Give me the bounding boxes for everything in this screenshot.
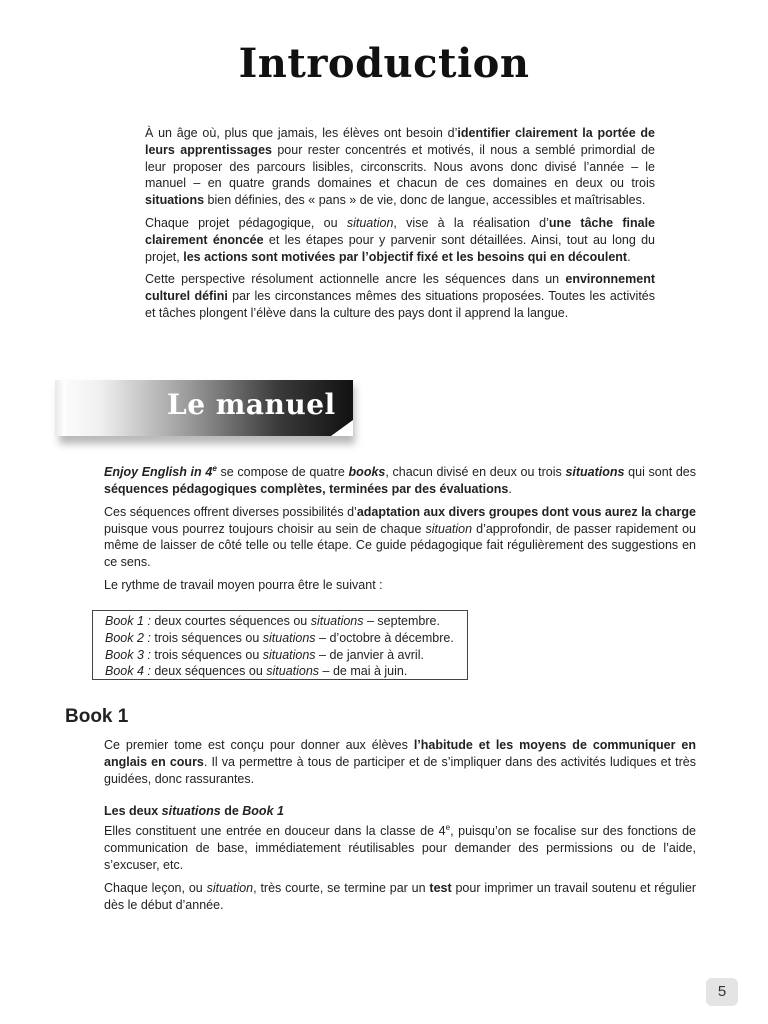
- text-run: situations: [266, 664, 320, 679]
- text-run: , vise à la réalisation d’: [393, 215, 549, 230]
- text-run: Book 1: [242, 804, 284, 819]
- text-run: . Il va permettre à tous de participer et de s’impliquer dans des activités ludiques et très guidées, donc rassurantes.: [104, 754, 696, 786]
- text-run: Les deux: [104, 804, 162, 819]
- text-run: deux séquences ou: [150, 664, 267, 679]
- schedule-box: [92, 610, 468, 680]
- text-run: situation: [206, 880, 254, 895]
- text-run: Book 4 :: [105, 664, 151, 679]
- text-run: Book 1 :: [105, 614, 151, 628]
- intro-paragraph-3: [145, 271, 655, 321]
- text-run: situations: [310, 614, 364, 628]
- intro-paragraph-1: [145, 125, 655, 209]
- text-run: À un âge où, plus que jamais, les élèves ont besoin d’: [145, 126, 458, 140]
- text-run: identifier clairement la portée de leurs apprentissages: [145, 126, 656, 157]
- text-run: situations: [161, 804, 221, 819]
- text-run: Chaque leçon, ou: [104, 880, 207, 895]
- text-run: bien définies, des « pans » de vie, donc de langue, accessibles et maîtrisables.: [204, 193, 646, 208]
- book1-paragraph-2: [104, 820, 696, 874]
- manuel-paragraph-1: [104, 461, 696, 498]
- book1-heading: Book 1: [65, 706, 129, 727]
- text-run: – septembre.: [363, 614, 440, 628]
- book1-paragraph-1: [104, 737, 696, 787]
- intro-section: [145, 125, 655, 328]
- text-run: Book 3 :: [105, 647, 151, 662]
- text-run: Book 2 :: [105, 630, 151, 645]
- page-title: Introduction: [238, 40, 530, 87]
- text-run: Chaque projet pédagogique, ou: [145, 215, 347, 230]
- manuel-paragraph-2: [104, 504, 696, 571]
- schedule-line-book-1: [105, 613, 455, 630]
- text-run: situations: [262, 647, 316, 662]
- section-banner: [55, 380, 355, 442]
- text-run: Ces séquences offrent diverses possibilités d’: [104, 504, 357, 519]
- text-run: situations: [565, 465, 625, 480]
- schedule-line-book-4: [105, 663, 455, 680]
- text-run: e: [445, 823, 451, 833]
- book1-section: [104, 737, 696, 919]
- text-run: situations: [262, 630, 316, 645]
- text-run: puisque vous pourrez toujours choisir au sein de chaque: [104, 521, 426, 536]
- text-run: se compose de quatre: [216, 465, 349, 480]
- intro-paragraph-2: [145, 215, 655, 265]
- text-run: et les étapes pour y parvenir sont détaillées. Ainsi, tout au long du projet,: [145, 232, 656, 264]
- text-run: .: [627, 249, 631, 264]
- text-run: une tâche finale clairement énoncée: [145, 215, 656, 247]
- text-run: trois séquences ou: [150, 630, 263, 645]
- text-run: books: [348, 465, 386, 480]
- text-run: test: [429, 880, 452, 895]
- text-run: Cette perspective résolument actionnelle ancre les séquences dans un: [145, 272, 566, 287]
- text-run: trois séquences ou: [150, 647, 263, 662]
- text-run: pour imprimer un travail soutenu et régulier dès le début d’année.: [104, 880, 696, 912]
- text-run: adaptation aux divers groupes dont vous aurez la charge: [356, 504, 696, 519]
- text-run: .: [508, 481, 512, 496]
- text-run: pour rester concentrés et motivés, il nous a semblé primordial de leur proposer des parcours lisibles, circonscrits. Nous avons donc divisé l’année – le manuel – en quatre grands domaines et chacun de ces domaines en deux ou trois: [145, 142, 655, 191]
- text-run: les actions sont motivées par l’objectif fixé et les besoins qui en découlent: [183, 249, 628, 264]
- text-run: d’approfondir, de passer rapidement ou même de laisser de côté telle ou telle étape. Ce guide pédagogique fait régulièrement des suggestions en ce sens.: [104, 521, 696, 570]
- text-run: Le rythme de travail moyen pourra être le suivant :: [104, 577, 383, 592]
- text-run: situation: [346, 215, 394, 230]
- banner-title: Le manuel: [167, 388, 336, 421]
- text-run: , chacun divisé en deux ou trois: [385, 465, 566, 480]
- text-run: deux courtes séquences ou: [150, 614, 311, 628]
- text-run: qui sont des: [624, 465, 697, 480]
- text-run: Enjoy English in 4: [104, 465, 213, 480]
- book1-subheading: [104, 803, 696, 820]
- text-run: l’habitude et les moyens de communiquer en anglais en cours: [104, 738, 697, 769]
- text-run: situations: [145, 193, 205, 208]
- text-run: Elles constituent une entrée en douceur dans la classe de 4: [104, 824, 446, 839]
- text-run: séquences pédagogiques complètes, terminées par des évaluations: [104, 481, 509, 496]
- text-run: , très courte, se termine par un: [253, 880, 430, 895]
- text-run: situation: [425, 521, 473, 536]
- text-run: – de mai à juin.: [319, 664, 408, 679]
- manuel-paragraph-3: [104, 577, 696, 594]
- text-run: par les circonstances mêmes des situations proposées. Toutes les activités et tâches plongent l’élève dans la culture des pays dont il apprend la langue.: [145, 289, 655, 320]
- text-run: Ce premier tome est conçu pour donner aux élèves: [104, 738, 414, 752]
- text-run: – de janvier à avril.: [315, 647, 424, 662]
- schedule-line-book-2: [105, 630, 455, 647]
- text-run: , puisqu’on se focalise sur des fonctions de communication de base, immédiatement réutilisables pour demander des permissions ou de l’aide, s’excuser, etc.: [104, 824, 696, 872]
- book1-paragraph-3: [104, 880, 696, 914]
- page-number: 5: [706, 978, 738, 1006]
- manuel-section: [104, 461, 696, 600]
- schedule-line-book-3: [105, 647, 455, 664]
- text-run: – d’octobre à décembre.: [315, 630, 454, 645]
- text-run: environnement culturel défini: [145, 272, 655, 304]
- text-run: de: [220, 804, 243, 819]
- text-run: e: [212, 464, 217, 473]
